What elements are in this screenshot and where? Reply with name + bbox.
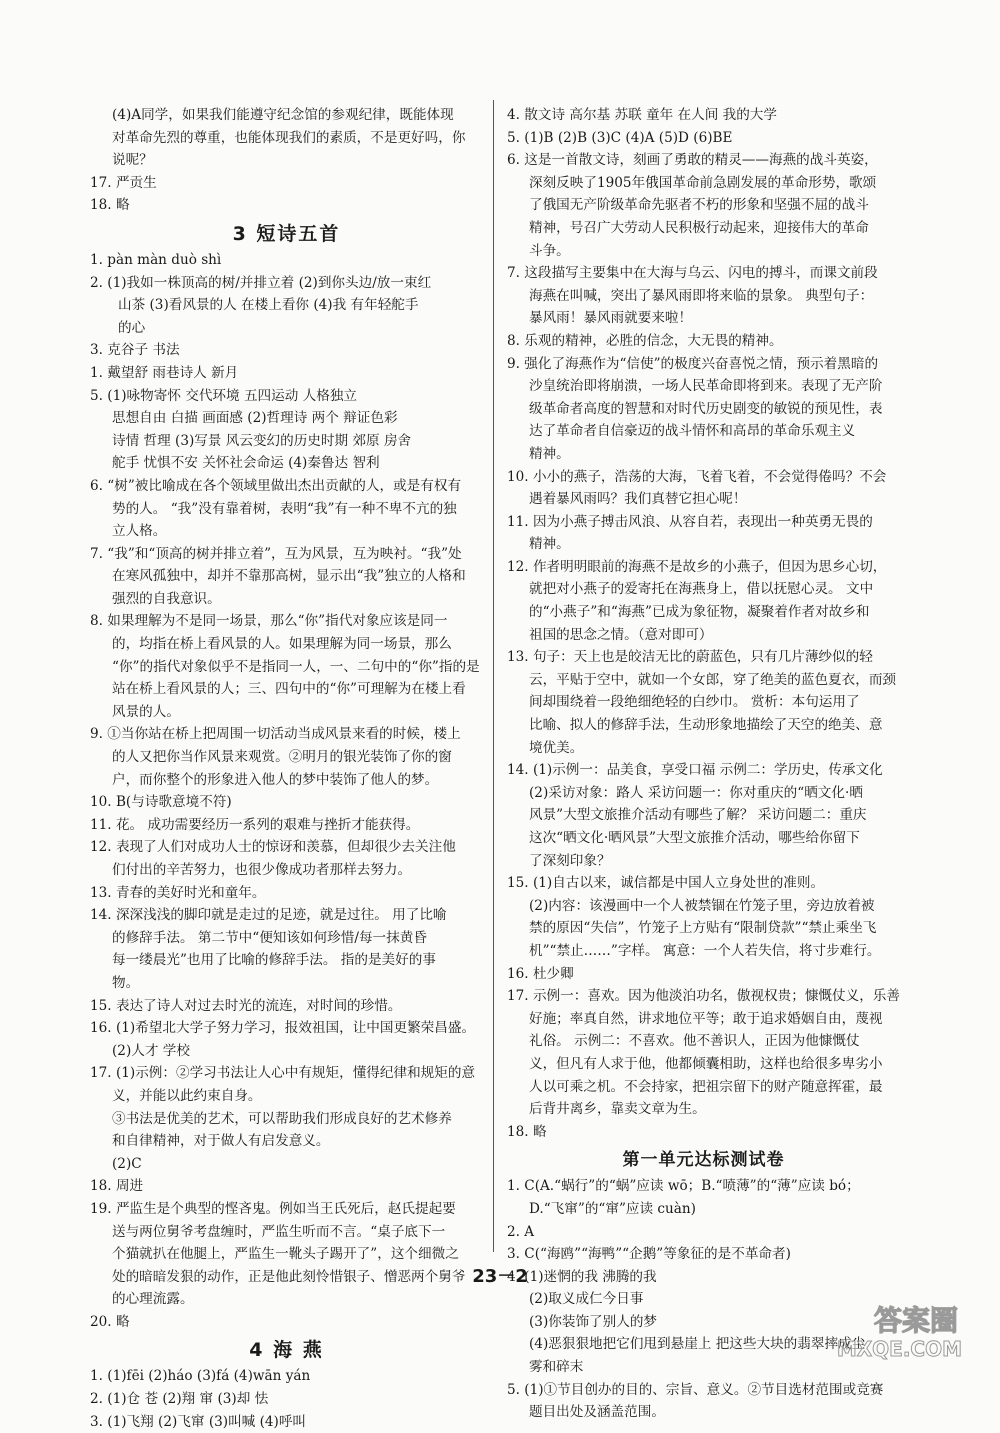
answer-line: 个猫就扒在他腿上，严监生一靴头子踢开了”，这个细微之 <box>112 1246 459 1263</box>
answer-line: 在寒风孤独中，却并不靠那高树，显示出“我”独立的人格和 <box>112 568 466 585</box>
column-divider <box>493 100 494 1252</box>
answer-line: 5. (1)咏物寄怀 交代环境 五四运动 人格独立 <box>90 387 358 404</box>
answer-line: 6. “树”被比喻成在各个领域里做出杰出贡献的人，或是有权有 <box>90 477 462 494</box>
answer-line: 13. 青春的美好时光和童年。 <box>90 884 266 901</box>
answer-line: 19. 严监生是个典型的悭吝鬼。例如当王氏死后，赵氏提起要 <box>90 1200 456 1217</box>
answer-line: (2)采访对象：路人 采访问题一：你对重庆的“晒文化·晒 <box>529 784 863 801</box>
answer-line: 沙皇统治即将崩溃，一场人民革命即将到来。表现了无产阶 <box>529 378 883 395</box>
section-heading: 4 海 燕 <box>249 1339 324 1362</box>
answer-line: 8. 乐观的精神，必胜的信念，大无畏的精神。 <box>507 332 783 349</box>
answer-line: 和自律精神，对于做人有启发意义。 <box>112 1133 330 1150</box>
answer-line: 1. pàn màn duò shì <box>90 251 222 268</box>
section-heading: 第一单元达标测试卷 <box>622 1150 785 1171</box>
answer-line: 12. 作者明明眼前的海燕不是故乡的小燕子，但因为思乡心切， <box>507 558 887 575</box>
answer-line: 3. 克谷子 书法 <box>90 342 180 359</box>
answer-line: 遇着暴风雨吗？我们真替它担心呢！ <box>529 491 747 508</box>
answer-line: 人以可乘之机。不会持家，把祖宗留下的财产随意挥霍，最 <box>529 1078 883 1095</box>
section-heading: 3 短诗五首 <box>232 222 341 245</box>
answer-line: 说呢？ <box>112 152 153 169</box>
answer-line: 14. 深深浅浅的脚印就是走过的足迹，就是过往。 用了比喻 <box>90 907 447 924</box>
answer-line: 后背井离乡，靠卖文章为生。 <box>529 1101 706 1118</box>
answer-line: 雾和碎末 <box>529 1359 584 1376</box>
answer-line: 斗争。 <box>529 242 570 259</box>
answer-line: 7. 这段描写主要集中在大海与乌云、闪电的搏斗，而课文前段 <box>507 265 878 282</box>
answer-line: 境优美。 <box>529 739 584 756</box>
answer-line: 14. (1)示例一：品美食，享受口福 示例二：学历史，传承文化 <box>507 762 883 779</box>
answer-line: 4. (1)迷惘的我 沸腾的我 <box>507 1268 657 1285</box>
answer-line: 20. 略 <box>90 1313 130 1330</box>
answer-line: (4)A同学，如果我们能遵守纪念馆的参观纪律，既能体现 <box>112 107 454 123</box>
answer-line: 13. 句子：天上也是皎洁无比的蔚蓝色，只有几片薄纱似的轻 <box>507 649 873 666</box>
answer-line: 每一缕晨光”也用了比喻的修辞手法。 指的是美好的事 <box>112 952 436 969</box>
answer-line: 站在桥上看风景的人；三、四句中的“你”可理解为在楼上看 <box>112 681 466 698</box>
answer-line: 好施；率真自然，讲求地位平等；敢于追求婚姻自由，蔑视 <box>529 1010 883 1027</box>
answer-line: 禁的原因“失信”，竹笼子上方贴有“限制贷款”“禁止乘坐飞 <box>529 920 877 937</box>
answer-line: 17. 示例一：喜欢。因为他淡泊功名，傲视权贵；慷慨仗义，乐善 <box>507 988 900 1005</box>
answer-line: (4)恶狠狠地把它们甩到悬崖上 把这些大块的翡翠摔成尘 <box>529 1336 866 1353</box>
answer-line: 达了革命者自信豪迈的战斗情怀和高昂的革命乐观主义 <box>529 423 856 440</box>
answer-line: 18. 略 <box>90 197 130 214</box>
answer-line: 9. 强化了海燕作为“信使”的极度兴奋喜悦之情，预示着黑暗的 <box>507 355 879 372</box>
answer-line: (3)你装饰了别人的梦 <box>529 1313 658 1330</box>
answer-line: 们付出的辛苦努力，也很少像成功者那样去努力。 <box>112 862 412 878</box>
answer-line: 礼俗。 示例二：不喜欢。他不善识人，正因为他慷慨仗 <box>529 1033 860 1050</box>
answer-line: 势的人。 “我”没有靠着树，表明“我”有一种不卑不亢的独 <box>112 500 457 517</box>
page-number: 23－2 <box>472 1266 528 1287</box>
answer-line: 15. (1)自古以来，诚信都是中国人立身处世的准则。 <box>507 875 825 892</box>
answer-line: 的心理流露。 <box>112 1291 194 1308</box>
answer-line: 4. 散文诗 高尔基 苏联 童年 在人间 我的大学 <box>507 107 777 123</box>
answer-line: 风景的人。 <box>112 703 180 720</box>
answer-line: 物。 <box>112 974 140 991</box>
answer-line: 17. (1)示例：②学习书法让人心中有规矩，懂得纪律和规矩的意 <box>90 1065 476 1082</box>
answer-line: 9. ①当你站在桥上把周围一切活动当成风景来看的时候，楼上 <box>90 726 461 743</box>
answer-line: 11. 花。 成功需要经历一系列的艰难与挫折才能获得。 <box>90 816 420 833</box>
answer-line: 立人格。 <box>112 523 167 540</box>
answer-line: 深刻反映了1905年俄国革命前急剧发展的革命形势，歌颂 <box>529 174 877 191</box>
answer-line: 舵手 忧惧不安 关怀社会命运 (4)秦鲁达 智利 <box>112 455 380 472</box>
answer-line: “你”的指代对象似乎不是指同一人，一、二句中的“你”指的是 <box>112 658 480 675</box>
answer-line: 6. 这是一首散文诗，刻画了勇敢的精灵——海燕的战斗英姿， <box>507 152 878 169</box>
answer-line: 8. 如果理解为不是同一场景，那么“你”指代对象应该是同一 <box>90 613 448 630</box>
answer-line: 风景”大型文旅推介活动有哪些了解？ 采访问题二：重庆 <box>529 807 867 824</box>
answer-line: 机”“禁止……”字样。 寓意：一个人若失信，将寸步难行。 <box>529 942 881 959</box>
answer-line: 就把对小燕子的爱寄托在海燕身上，借以抚慰心灵。 文中 <box>529 581 874 598</box>
answer-line: 的人又把你当作风景来观赏。②明月的银光装饰了你的窗 <box>112 749 452 766</box>
answer-line: 2. A <box>507 1223 535 1240</box>
answer-line: 16. 杜少卿 <box>507 965 574 982</box>
answer-line: ③书法是优美的艺术，可以帮助我们形成良好的艺术修养 <box>112 1110 452 1127</box>
watermark-url: MXQE.COM <box>836 1337 962 1361</box>
answer-line: 题目出处及涵盖范围。 <box>529 1404 665 1421</box>
answer-line: 11. 因为小燕子搏击风浪、从容自若，表现出一种英勇无畏的 <box>507 513 873 530</box>
answer-line: 送与两位舅爷考盘缠时，严监生听而不言。“桌子底下一 <box>112 1223 446 1240</box>
answer-line: 5. (1)B (2)B (3)C (4)A (5)D (6)BE <box>507 129 733 146</box>
answer-line: 精神。 <box>529 536 570 553</box>
watermark-logo <box>780 1298 980 1362</box>
answer-line: 10. 小小的燕子，浩荡的大海，飞着飞着，不会觉得倦吗？不会 <box>507 468 887 485</box>
answer-line: 10. B(与诗歌意境不符) <box>90 794 232 811</box>
answer-line: 户，而你整个的形象进入他人的梦中装饰了他人的梦。 <box>112 771 439 788</box>
answer-line: (2)人才 学校 <box>112 1042 190 1059</box>
answer-line: 18. 周进 <box>90 1178 144 1195</box>
answer-line: 的“小燕子”和“海燕”已成为象征物，凝聚着作者对故乡和 <box>529 604 870 621</box>
answer-line: 精神。 <box>529 445 570 462</box>
answer-line: 山茶 (3)看风景的人 在楼上看你 (4)我 有年轻舵手 <box>118 297 419 314</box>
answer-line: 强烈的自我意识。 <box>112 590 221 607</box>
answer-line: 2. (1)我如一株顶高的树/并排立着 (2)到你头边/放一束红 <box>90 274 432 291</box>
answer-line: 15. 表达了诗人对过去时光的流连，对时间的珍惜。 <box>90 997 402 1014</box>
right-column <box>507 104 900 1424</box>
answer-line: 16. (1)希望北大学子努力学习，报效祖国，让中国更繁荣昌盛。 <box>90 1020 476 1037</box>
answer-line: 义，但凡有人求于他，他都倾囊相助，这样也给很多卑劣小 <box>529 1055 883 1072</box>
answer-line: 海燕在叫喊，突出了暴风雨即将来临的景象。 典型句子： <box>529 287 874 304</box>
answer-line: 思想自由 白描 画面感 (2)哲理诗 两个 辩证色彩 <box>112 410 398 427</box>
answer-line: 12. 表现了人们对成功人士的惊讶和羡慕，但却很少去关注他 <box>90 839 456 856</box>
left-column <box>90 104 483 1433</box>
answer-line: 5. (1)①节目创办的目的、宗旨、意义。②节目选材范围或竞赛 <box>507 1381 884 1398</box>
answer-line: 的修辞手法。 第二节中“便知该如何珍惜/每一抹黄昏 <box>112 929 427 946</box>
answer-line: 1. (1)fēi (2)háo (3)fá (4)wān yán <box>90 1368 311 1385</box>
answer-line: 1. C(A.“蜗行”的“蜗”应读 wō；B.“喷薄”的“薄”应读 bó； <box>507 1178 860 1195</box>
answer-line: 诗情 哲理 (3)写景 风云变幻的历史时期 郊原 房舍 <box>112 432 412 449</box>
answer-line: (2)内容：该漫画中一个人被禁锢在竹笼子里，旁边放着被 <box>529 897 875 914</box>
answer-line: 这次“晒文化·晒风景”大型文旅推介活动，哪些给你留下 <box>529 830 860 846</box>
answer-line: 暴风雨！暴风雨就要来啦！ <box>529 310 693 327</box>
answer-line: 比喻、拟人的修辞手法，生动形象地描绘了天空的绝美、意 <box>529 717 883 734</box>
answer-line: 18. 略 <box>507 1123 547 1140</box>
answer-line: 精神，号召广大劳动人民积极行动起来，迎接伟大的革命 <box>529 219 869 236</box>
answer-line: 级革命者高度的智慧和对时代历史剧变的敏锐的预见性，表 <box>529 400 883 417</box>
answer-line: 3. C(“海鸥”“海鸭”“企鹅”等象征的是不革命者) <box>507 1246 791 1263</box>
answer-line: (2)取义成仁今日事 <box>529 1291 644 1308</box>
answer-line: 云，平贴于空中，就如一个女郎，穿了绝美的蓝色夏衣，而颈 <box>529 671 897 688</box>
answer-line: 的，均指在桥上看风景的人。如果理解为同一场景，那么 <box>112 636 452 653</box>
answer-line: 的心 <box>118 319 146 336</box>
answer-line: 处的暗暗发狠的动作，正是他此刻怜惜银子、憎恶两个舅爷 <box>112 1268 466 1285</box>
answer-line: 间却围绕着一段绝细绝轻的白纱巾。 赏析：本句运用了 <box>529 694 860 711</box>
answer-line: (2)C <box>112 1155 142 1172</box>
answer-line: 7. “我”和“顶高的树并排立着”，互为风景，互为映衬。“我”处 <box>90 545 462 562</box>
answer-line: 3. (1)飞翔 (2)飞窜 (3)叫喊 (4)呼叫 <box>90 1413 307 1430</box>
answer-line: 祖国的思念之情。（意对即可） <box>529 626 713 643</box>
answer-line: 对革命先烈的尊重，也能体现我们的素质，不是更好吗，你 <box>112 129 466 146</box>
answer-line: 义，并能以此约束自身。 <box>112 1087 262 1104</box>
answer-line: 2. (1)仓 苍 (2)翔 窜 (3)却 怯 <box>90 1391 269 1408</box>
watermark-title: 答案圈 <box>873 1304 958 1337</box>
answer-line: 了俄国无产阶级革命先驱者不朽的形象和坚强不屈的战斗 <box>529 197 869 214</box>
answer-line: D.“飞窜”的“窜”应读 cuàn) <box>529 1200 696 1217</box>
answer-line: 了深刻印象？ <box>529 852 611 869</box>
answer-line: 1. 戴望舒 雨巷诗人 新月 <box>90 364 239 381</box>
answer-line: 17. 严贡生 <box>90 174 157 191</box>
